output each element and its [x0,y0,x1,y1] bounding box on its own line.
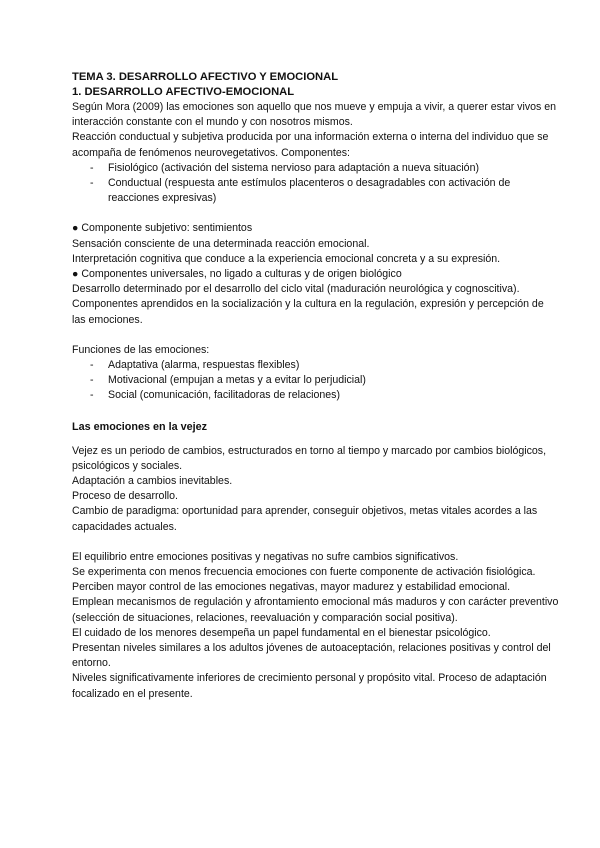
section-heading: Las emociones en la vejez [72,420,208,433]
paragraph: Cambio de paradigma: oportunidad para aprender, conseguir objetivos, metas vitales acordes a las capacidades actuales. [72,505,538,533]
paragraph: Reacción conductual y subjetiva producida por una información externa o interna del individuo que se acompaña de fenómenos neurovegetativos. Componentes: [72,131,549,159]
paragraph: Se experimenta con menos frecuencia emociones con fuerte componente de activación fisiológica. [72,566,536,579]
universal-heading: ● Componentes universales, no ligado a culturas y de origen biológico [72,268,402,281]
components-list [72,161,560,207]
paragraph: Emplean mecanismos de regulación y afrontamiento emocional más maduros y con carácter preventivo (selección de situaciones, relaciones, reevaluación y comparación social positiva). [72,596,559,624]
section-heading: 1. DESARROLLO AFECTIVO-EMOCIONAL [72,86,295,98]
list-item: - Fisiológico (activación del sistema nervioso para adaptación a nueva situación) [72,161,560,176]
paragraph: Sensación consciente de una determinada reacción emocional. [72,237,370,250]
subjective-heading: ● Componente subjetivo: sentimientos [72,222,253,235]
list-item: - Conductual (respuesta ante estímulos placenteros o desagradables con activación de reacciones expresivas) [72,176,560,206]
paragraph: Proceso de desarrollo. [72,490,178,503]
list-item: - Social (comunicación, facilitadoras de relaciones) [72,388,560,403]
paragraph: Componentes aprendidos en la socialización y la cultura en la regulación, expresión y percepción de las emociones. [72,298,544,326]
paragraph: Presentan niveles similares a los adultos jóvenes de autoaceptación, relaciones positivas y control del entorno. [72,642,551,670]
functions-list [72,358,560,404]
paragraph: Desarrollo determinado por el desarrollo del ciclo vital (maduración neurológica y cognoscitiva). [72,283,520,296]
list-item: - Adaptativa (alarma, respuestas flexibles) [72,358,560,373]
paragraph: El cuidado de los menores desempeña un papel fundamental en el bienestar psicológico. [72,626,491,639]
functions-heading: Funciones de las emociones: [72,343,210,356]
paragraph: El equilibrio entre emociones positivas y negativas no sufre cambios significativos. [72,550,459,563]
paragraph: Adaptación a cambios inevitables. [72,475,233,488]
paragraph: Vejez es un periodo de cambios, estructurados en torno al tiempo y marcado por cambios biológicos, psicológicos y sociales. [72,444,547,472]
list-item: - Motivacional (empujan a metas y a evitar lo perjudicial) [72,373,560,388]
paragraph: Niveles significativamente inferiores de crecimiento personal y propósito vital. Proceso de adaptación focalizado en el presente. [72,672,547,700]
document-title: TEMA 3. DESARROLLO AFECTIVO Y EMOCIONAL [72,71,339,83]
paragraph: Interpretación cognitiva que conduce a la experiencia emocional concreta y a su expresión. [72,252,501,265]
paragraph: Según Mora (2009) las emociones son aquello que nos mueve y empuja a vivir, a querer estar vivos en interacción constante con el mundo y con nosotros mismos. [72,101,557,129]
paragraph: Perciben mayor control de las emociones negativas, mayor madurez y estabilidad emocional. [72,581,511,594]
